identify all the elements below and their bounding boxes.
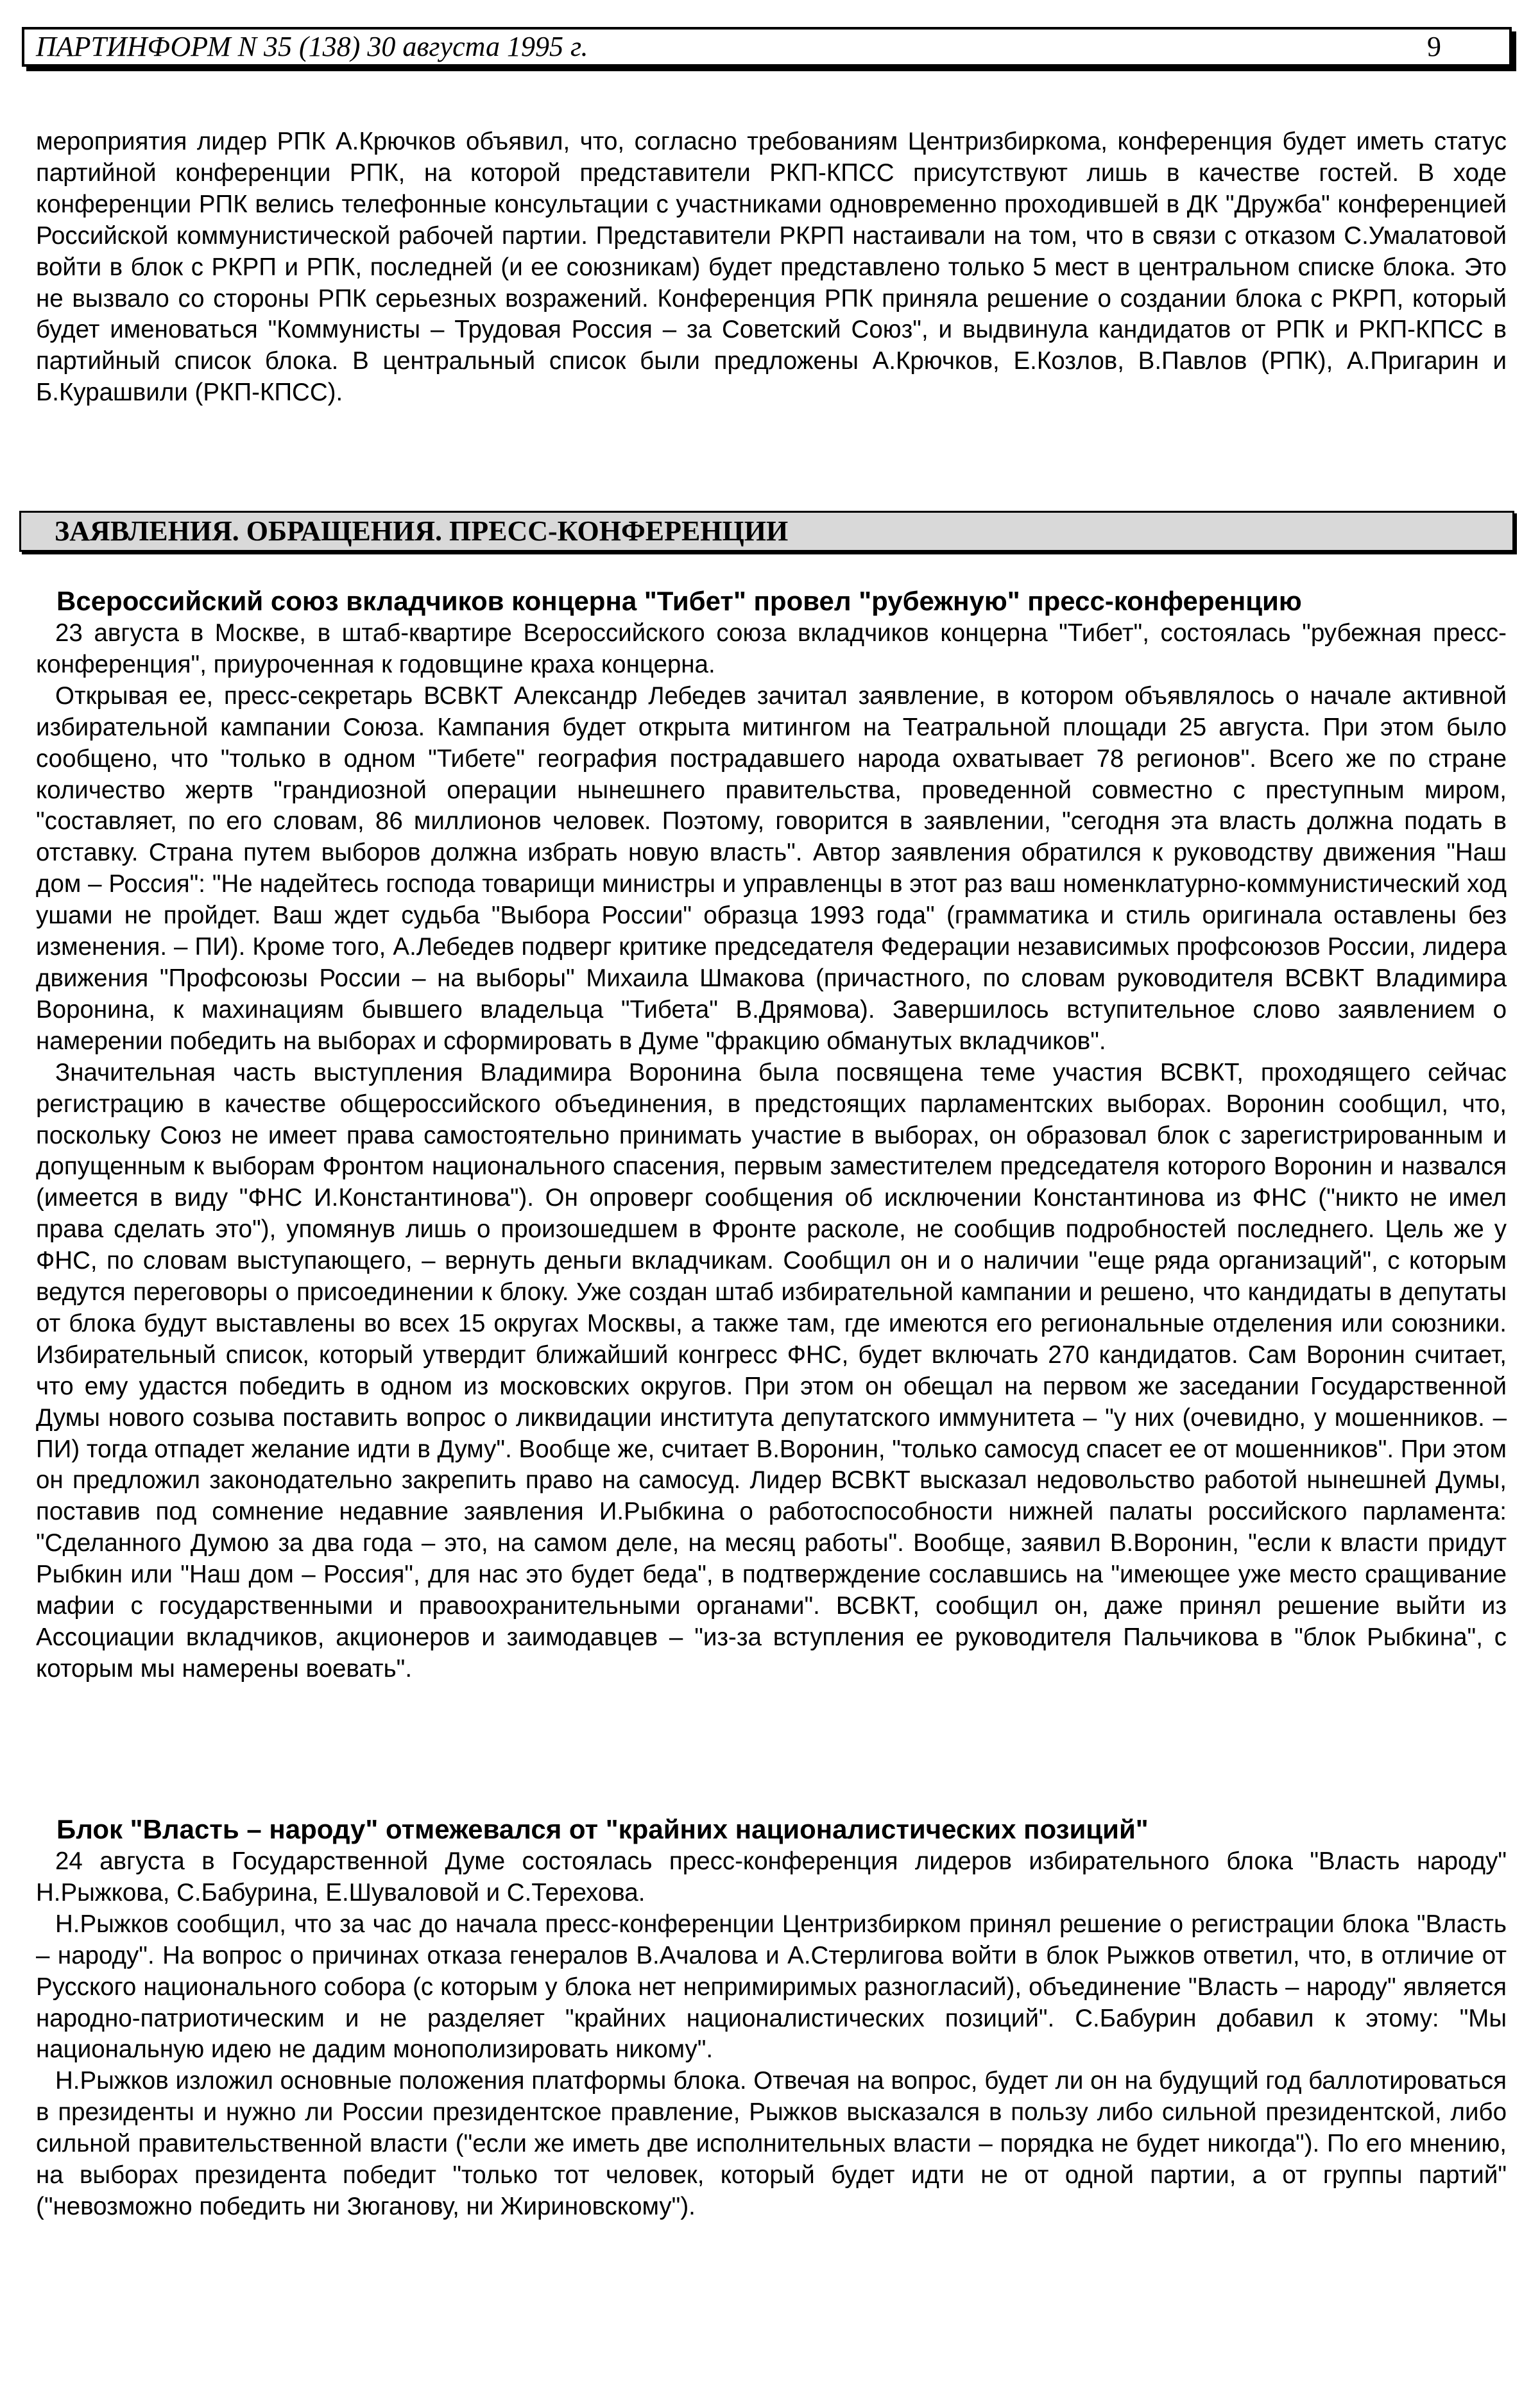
paragraph: 24 августа в Государственной Думе состоялась пресс-конференция лидеров избирательного блока "Власть народу" Н.Рыжкова, С.Бабурина, Е.Шуваловой и С.Терехова.: [36, 1847, 1507, 1906]
continued-article-text: [36, 126, 1507, 409]
paragraph: Значительная часть выступления Владимира Воронина была посвящена теме участия ВСВКТ, проходящего сейчас регистрацию в качестве общероссийского объединения, в предстоящих парламентских выборах. Воронин сообщил, что, поскольку Союз не имеет права самостоятельно принимать участие в выборах, он образовал блок с зарегистрированным и допущенным к выборам Фронтом национального спасения, первым заместителем председателя которого Воронин и назвался (имеется в виду "ФНС И.Константинова"). Он опроверг сообщения об исключении Константинова из ФНС ("никто не имел права сделать это"), упомянув лишь о произошедшем в Фронте расколе, не сообщив подробностей последнего. Цель же у ФНС, по словам выступающего, – вернуть деньги вкладчикам. Сообщил он и о наличии "еще ряда организаций", с которым ведутся переговоры о присоединении к блоку. Уже создан штаб избирательной кампании и решено, что кандидаты в депутаты от блока будут выставлены во всех 15 округах Москвы, а также там, где имеются его региональные отделения или союзники. Избирательный список, который утвердит ближайший конгресс ФНС, будет включать 270 кандидатов. Сам Воронин считает, что ему удастся победить в одном из московских округов. При этом он обещал на первом же заседании Государственной Думы нового созыва поставить вопрос о ликвидации института депутатского иммунитета – "у них (очевидно, у мошенников. – ПИ) тогда отпадет желание идти в Думу". Вообще же, считает В.Воронин, "только самосуд спасет ее от мошенников". При этом он предложил законодательно закрепить право на самосуд. Лидер ВСВКТ высказал недовольство работой нынешней Думы, поставив под сомнение недавние заявления И.Рыбкина о работоспособности нижней палаты российского парламента: "Сделанного Думою за два года – это, на самом деле, на месяц работы". Вообще, заявил В.Воронин, "если к власти придут Рыбкин или "Наш дом – Россия", для нас это будет беда", в подтверждение сославшись на "имеющее уже место сращивание мафии с государственными и правоохранительными органами". ВСВКТ, сообщил он, даже принял решение выйти из Ассоциации вкладчиков, акционеров и заимодавцев – "из-за вступления ее руководителя Пальчикова в "блок Рыбкина", с которым мы намерены воевать".: [36, 1058, 1507, 1683]
paragraph: мероприятия лидер РПК А.Крючков объявил, что, согласно требованиям Центризбиркома, конференция будет иметь статус партийной конференции РПК, на которой представители РКП-КПСС присутствуют лишь в качестве гостей. В ходе конференции РПК велись телефонные консультации с участниками одновременно проходившей в ДК "Дружба" конференцией Российской коммунистической рабочей партии. Представители РКРП настаивали на том, что в связи с отказом С.Умалатовой войти в блок с РКРП и РПК, последней (и ее союзникам) будет представлено только 5 мест в центральном списке блока. Это не вызвало со стороны РПК серьезных возражений. Конференция РПК приняла решение о создании блока с РКРП, который будет именоваться "Коммунисты – Трудовая Россия – за Советский Союз", и выдвинула кандидатов от РПК и РКП-КПСС в партийный список блока. В центральный список были предложены А.Крючков, Е.Козлов, В.Павлов (РПК), А.Пригарин и Б.Курашвили (РКП-КПСС).: [36, 128, 1507, 407]
paragraph: Н.Рыжков изложил основные положения платформы блока. Отвечая на вопрос, будет ли он на будущий год баллотироваться в президенты и нужно ли России президентское правление, Рыжков высказался в пользу либо сильной президентской, либо сильной правительственной власти ("если же иметь две исполнительных власти – порядка не будет никогда"). По его мнению, на выборах президента победит "только тот человек, который будет идти не от одной партии, а от группы партий" ("невозможно победить ни Зюганову, ни Жириновскому").: [36, 2067, 1507, 2220]
paragraph: Открывая ее, пресс-секретарь ВСВКТ Александр Лебедев зачитал заявление, в котором объявлялось о начале активной избирательной кампании Союза. Кампания будет открыта митингом на Театральной площади 25 августа. При этом было сообщено, что "только в одном "Тибете" география пострадавшего народа охватывает 78 регионов". Всего же по стране количество жертв "грандиозной операции нынешнего правительства, проведенной совместно с преступным миром, "составляет, по его словам, 86 миллионов человек. Поэтому, говорится в заявлении, "сегодня эта власть должна подать в отставку. Страна путем выборов должна избрать новую власть". Автор заявления обратился к руководству движения "Наш дом – Россия": "Не надейтесь господа товарищи министры и управленцы в этот раз ваш номенклатурно-коммунистический ход ушами не пройдет. Ваш ждет судьба "Выбора России" образца 1993 года" (грамматика и стиль оригинала оставлены без изменения. – ПИ). Кроме того, А.Лебедев подверг критике председателя Федерации независимых профсоюзов России, лидера движения "Профсоюзы России – на выборы" Михаила Шмакова (причастного, по словам руководителя ВСВКТ Владимира Воронина, к махинациям бывшего владельца "Тибета" В.Дрямова). Завершилось вступительное слово заявлением о намерении победить на выборах и сформировать в Думе "фракцию обманутых вкладчиков".: [36, 681, 1507, 1055]
article-body-vlast-narodu: [36, 1846, 1507, 2223]
page-header: [22, 27, 1512, 67]
article-headline-vlast-narodu: Блок "Власть – народу" отмежевался от "крайних националистических позиций": [56, 1814, 1149, 1844]
page-number: 9: [1427, 31, 1441, 62]
publication-title: ПАРТИНФОРМ N 35 (138) 30 августа 1995 г.: [36, 31, 588, 62]
article-headline-tibet: Всероссийский союз вкладчиков концерна "Тибет" провел "рубежную" пресс-конференцию: [56, 586, 1302, 616]
paragraph: Н.Рыжков сообщил, что за час до начала пресс-конференции Центризбирком принял решение о регистрации блока "Власть – народу". На вопрос о причинах отказа генералов В.Ачалова и А.Стерлигова войти в блок Рыжков ответил, что, в отличие от Русского национального собора (с которым у блока нет непримиримых разногласий), объединение "Власть – народу" является народно-патриотическим и не разделяет "крайних националистических позиций". С.Бабурин добавил к этому: "Мы национальную идею не дадим монополизировать никому".: [36, 1910, 1507, 2064]
article-body-tibet: [36, 618, 1507, 1685]
paragraph: 23 августа в Москве, в штаб-квартире Всероссийского союза вкладчиков концерна "Тибет", состоялась "рубежная пресс-конференция", приуроченная к годовщине краха концерна.: [36, 619, 1507, 678]
section-heading: ЗАЯВЛЕНИЯ. ОБРАЩЕНИЯ. ПРЕСС-КОНФЕРЕНЦИИ: [19, 511, 1514, 552]
